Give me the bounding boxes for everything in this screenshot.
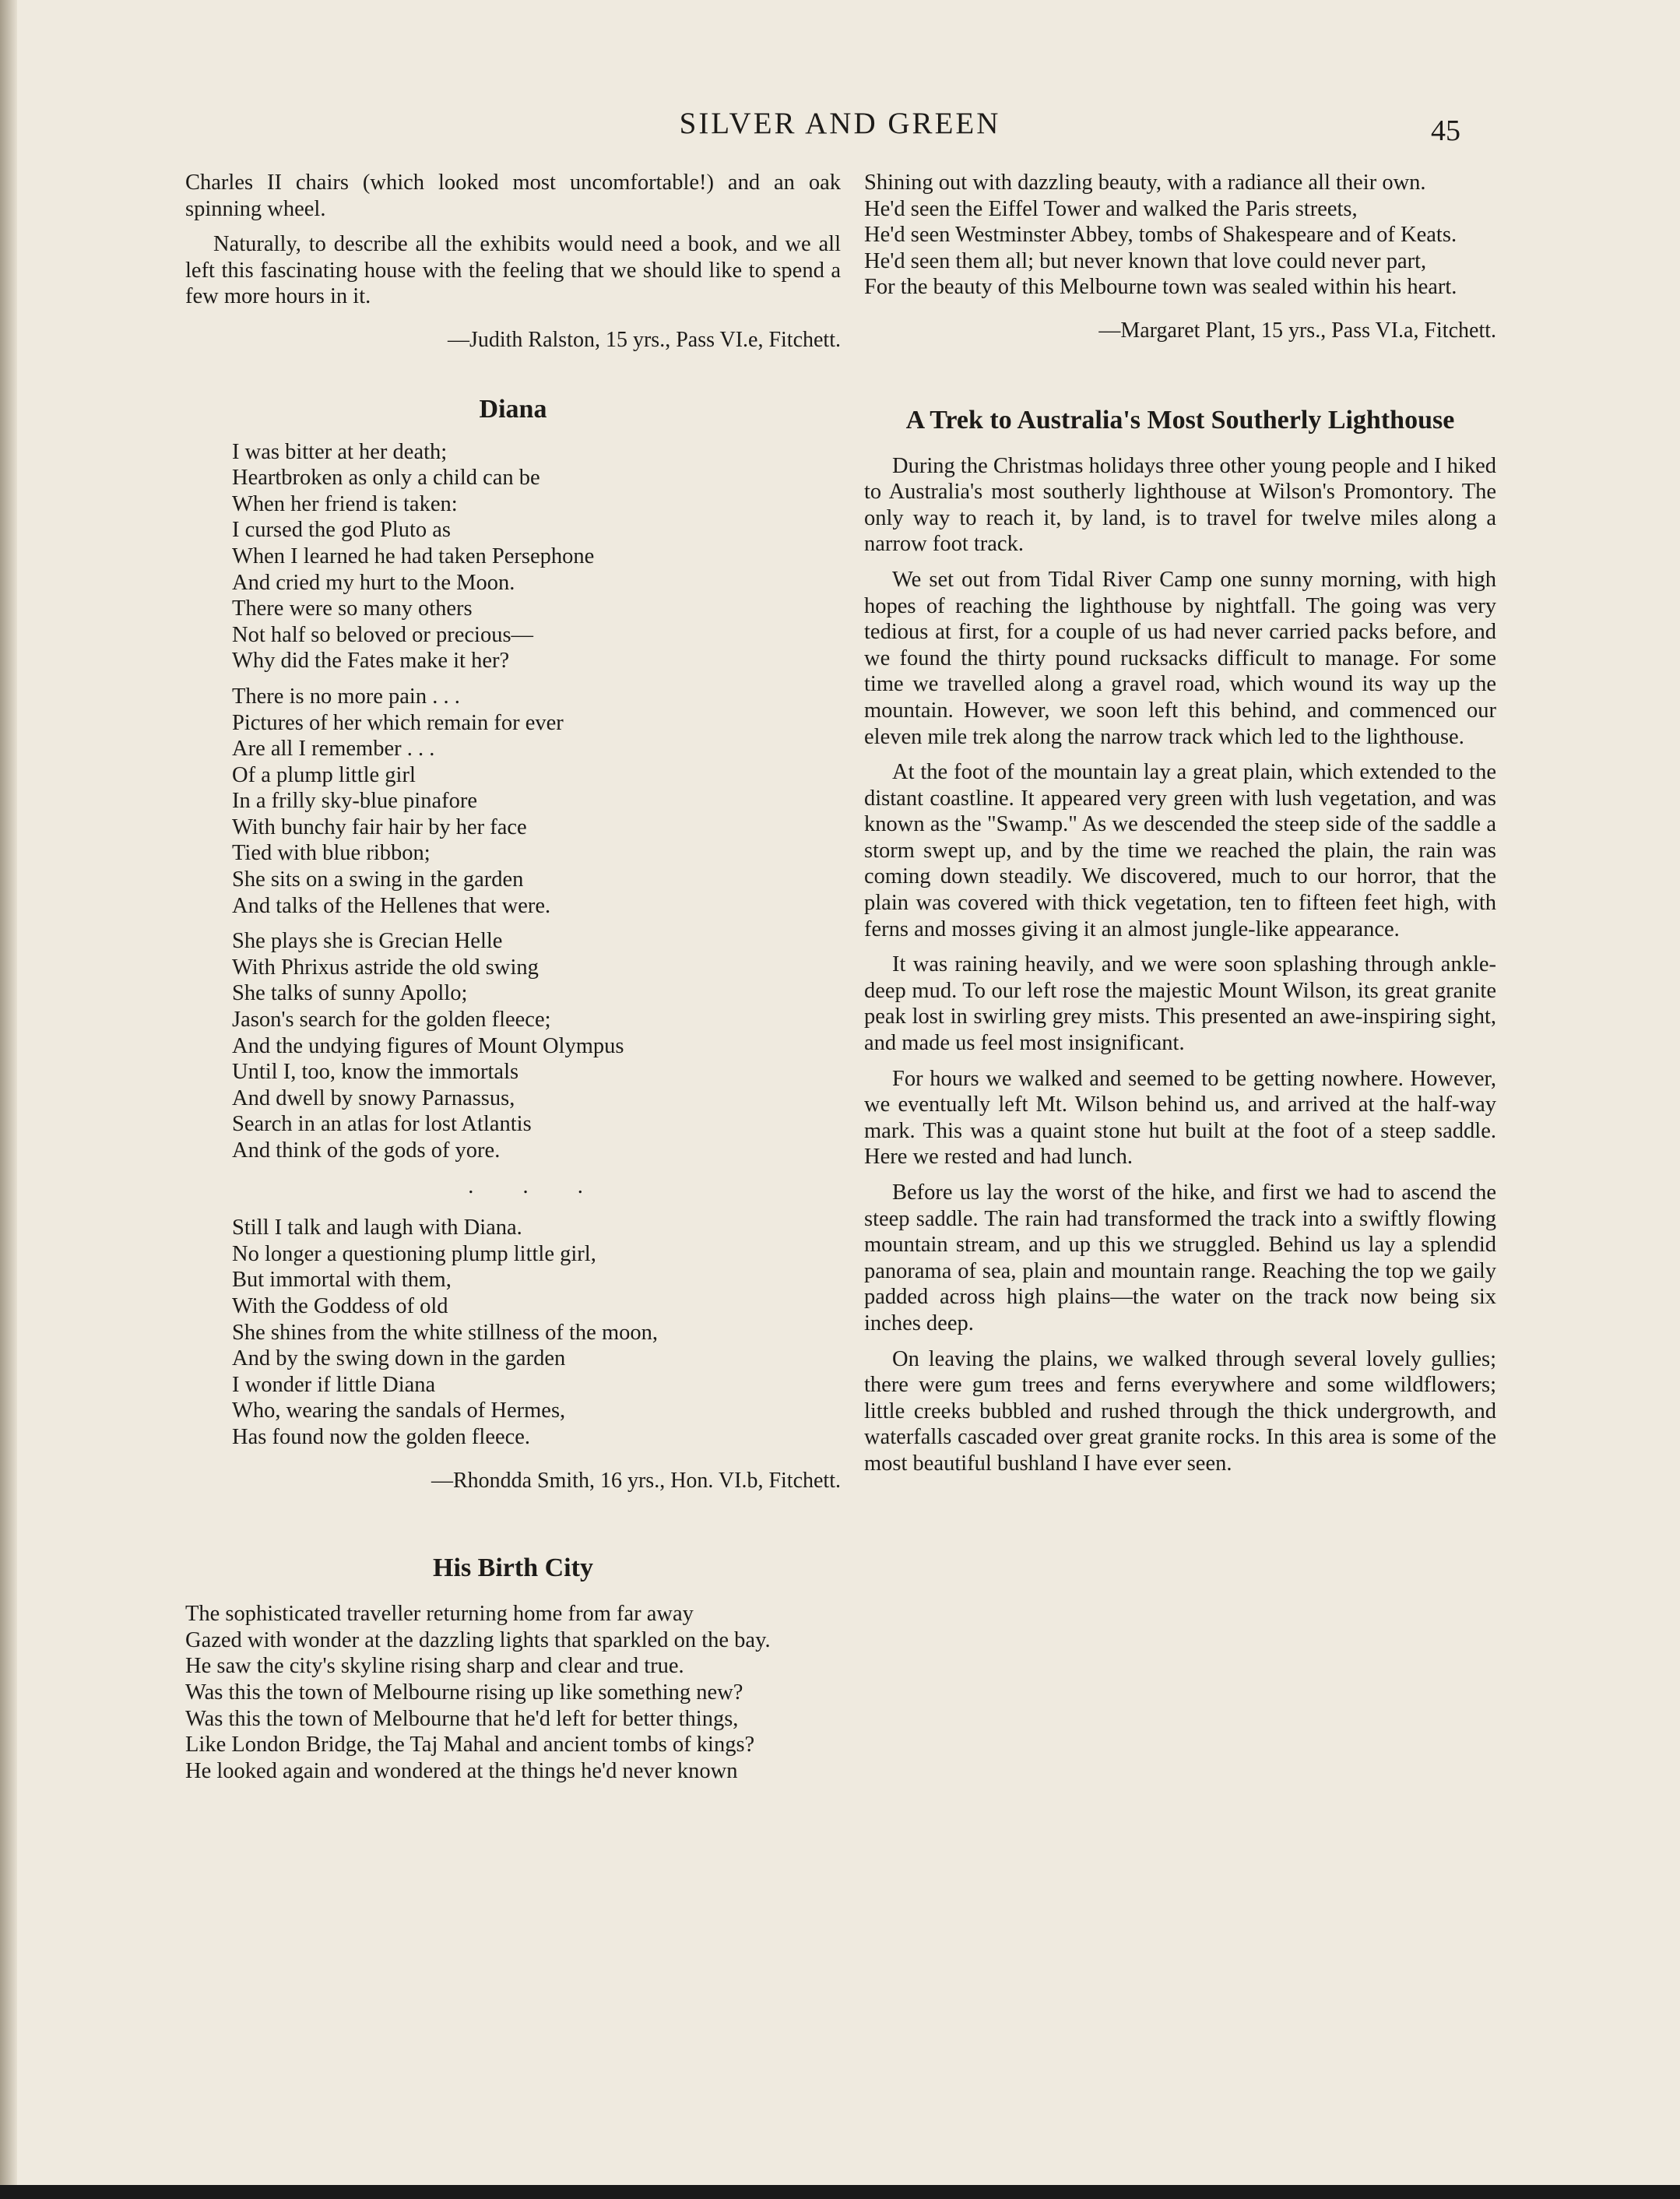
running-title: SILVER AND GREEN — [679, 107, 1001, 140]
birth-city-poem-continued — [864, 170, 1496, 301]
poem-line: I cursed the god Pluto as — [232, 518, 451, 543]
poem-line: Pictures of her which remain for ever — [232, 710, 564, 735]
poem-line: Shining out with dazzling beauty, with a radiance all their own. — [864, 171, 1426, 195]
poem-line: Of a plump little girl — [232, 762, 416, 787]
diana-title: Diana — [479, 394, 547, 424]
trek-paragraph: During the Christmas holidays three other young people and I hiked to Australia's most southerly lighthouse at Wilson's Promontory. The only way to reach it, by land, is to travel for twelve miles along a narrow foot track. — [864, 453, 1496, 557]
stanza-break-dots: . . . — [468, 1173, 605, 1198]
birth-city-credit: —Margaret Plant, 15 yrs., Pass VI.a, Fitchett. — [1098, 318, 1496, 343]
diana-poem — [185, 439, 841, 1451]
trek-title: A Trek to Australia's Most Southerly Lighthouse — [905, 405, 1455, 435]
poem-line: There is no more pain . . . — [232, 684, 460, 709]
poem-line: In a frilly sky-blue pinafore — [232, 789, 477, 814]
intro-paragraph: Charles II chairs (which looked most uncomfortable!) and an oak spinning wheel. — [185, 171, 841, 221]
poem-line: Not half so beloved or precious— — [232, 622, 534, 647]
diana-stanza-4 — [232, 1215, 841, 1450]
poem-line: He saw the city's skyline rising sharp and clear and true. — [185, 1654, 684, 1679]
poem-line: There were so many others — [232, 596, 473, 621]
poem-line: Has found now the golden fleece. — [232, 1424, 531, 1449]
poem-line: And talks of the Hellenes that were. — [232, 893, 551, 918]
diana-stanza-3 — [232, 928, 841, 1163]
poem-line: And cried my hurt to the Moon. — [232, 570, 515, 595]
birth-city-title: His Birth City — [433, 1553, 593, 1583]
poem-line: Are all I remember . . . — [232, 737, 435, 762]
poem-line: Tied with blue ribbon; — [232, 841, 431, 866]
poem-line: No longer a questioning plump little girl, — [232, 1241, 596, 1266]
poem-line: She plays she is Grecian Helle — [232, 929, 503, 954]
intro-credit: —Judith Ralston, 15 yrs., Pass VI.e, Fitchett. — [447, 327, 841, 352]
right-column — [864, 170, 1496, 1487]
poem-line: Was this the town of Melbourne that he'd left for better things, — [185, 1706, 739, 1731]
poem-line: With bunchy fair hair by her face — [232, 815, 527, 839]
poem-line: He'd seen them all; but never known that love could never part, — [864, 248, 1427, 273]
poem-line: She shines from the white stillness of the moon, — [232, 1320, 658, 1345]
poem-line: When I learned he had taken Persephone — [232, 544, 595, 568]
poem-line: With Phrixus astride the old swing — [232, 955, 539, 980]
trek-paragraph: For hours we walked and seemed to be getting nowhere. However, we eventually left Mt. Wilson behind us, and arrived at the half-way mark. This was a quaint stone hut built at the foot of a steep saddle. Here we rested and had lunch. — [864, 1066, 1496, 1170]
diana-stanza-2 — [232, 684, 841, 919]
diana-stanza-1 — [232, 439, 841, 674]
trek-paragraph: Before us lay the worst of the hike, and first we had to ascend the steep saddle. The rain had transformed the track into a swiftly flowing mountain stream, and up this we struggled. Behind us lay a splendid panorama of sea, plain and mountain range. Reaching the top we gaily padded across high plains—the water on the track now being six inches deep. — [864, 1180, 1496, 1335]
trek-paragraph: It was raining heavily, and we were soon splashing through ankle-deep mud. To our left rose the majestic Mount Wilson, its great granite peak lost in swirling grey mists. This presented an awe-inspiring sight, and made us feel most insignificant. — [864, 952, 1496, 1056]
poem-line: And dwell by snowy Parnassus, — [232, 1085, 515, 1110]
poem-line: Was this the town of Melbourne rising up like something new? — [185, 1680, 743, 1705]
poem-line: He'd seen Westminster Abbey, tombs of Shakespeare and of Keats. — [864, 223, 1457, 248]
poem-line: And think of the gods of yore. — [232, 1138, 501, 1163]
left-column — [185, 170, 841, 1784]
poem-line: I was bitter at her death; — [232, 439, 448, 464]
poem-line: He looked again and wondered at the things he'd never known — [185, 1758, 738, 1783]
poem-line: Until I, too, know the immortals — [232, 1060, 519, 1085]
poem-line: Why did the Fates make it her? — [232, 649, 510, 674]
trek-paragraph: On leaving the plains, we walked through several lovely gullies; there were gum trees and ferns everywhere and some wildflowers; little creeks bubbled and rushed through the thick undergrowth, and waterfalls cascaded over great granite rocks. In this area is some of the most beautiful bushland I have ever seen. — [864, 1346, 1496, 1476]
poem-line: Heartbroken as only a child can be — [232, 466, 540, 491]
poem-line: Gazed with wonder at the dazzling lights that sparkled on the bay. — [185, 1627, 771, 1652]
poem-line: With the Goddess of old — [232, 1293, 448, 1318]
poem-line: But immortal with them, — [232, 1268, 452, 1293]
poem-line: She talks of sunny Apollo; — [232, 981, 468, 1006]
page-number: 45 — [1431, 114, 1460, 147]
poem-line: She sits on a swing in the garden — [232, 867, 524, 892]
birth-city-poem — [185, 1601, 841, 1784]
poem-line: Still I talk and laugh with Diana. — [232, 1216, 522, 1240]
page-bottom-edge — [0, 2185, 1680, 2199]
poem-line: Who, wearing the sandals of Hermes, — [232, 1399, 566, 1423]
poem-line: And by the swing down in the garden — [232, 1346, 566, 1371]
intro-paragraph: Naturally, to describe all the exhibits would need a book, and we all left this fascinating house with the feeling that we should like to spend a few more hours in it. — [185, 232, 841, 309]
poem-line: For the beauty of this Melbourne town was sealed within his heart. — [864, 275, 1457, 300]
page-gutter-shadow — [0, 0, 17, 2199]
poem-line: Like London Bridge, the Taj Mahal and ancient tombs of kings? — [185, 1733, 755, 1757]
poem-line: And the undying figures of Mount Olympus — [232, 1033, 624, 1058]
poem-line: The sophisticated traveller returning home from far away — [185, 1602, 694, 1627]
poem-line: When her friend is taken: — [232, 491, 458, 516]
trek-paragraph: At the foot of the mountain lay a great plain, which extended to the distant coastline. It appeared very green with lush vegetation, and was known as the "Swamp." As we descended the steep side of the saddle a storm swept up, and by the time we reached the plain, the rain was coming down steadily. We discovered, much to our horror, that the plain was covered with thick vegetation, ten to fifteen feet high, with ferns and mosses giving it an almost jungle-like appearance. — [864, 760, 1496, 941]
trek-paragraph: We set out from Tidal River Camp one sunny morning, with high hopes of reaching the lighthouse by nightfall. The going was very tedious at first, for a couple of us had never carried packs before, and we found the thirty pound rucksacks difficult to manage. For some time we travelled along a gravel road, which wound its way up the mountain. However, we soon left this behind, and commenced our eleven mile trek along the narrow track which led to the lighthouse. — [864, 567, 1496, 749]
poem-line: Jason's search for the golden fleece; — [232, 1008, 551, 1033]
poem-line: I wonder if little Diana — [232, 1372, 436, 1397]
poem-line: Search in an atlas for lost Atlantis — [232, 1112, 532, 1137]
diana-credit: —Rhondda Smith, 16 yrs., Hon. VI.b, Fitchett. — [431, 1468, 841, 1493]
poem-line: He'd seen the Eiffel Tower and walked the Paris streets, — [864, 196, 1358, 221]
